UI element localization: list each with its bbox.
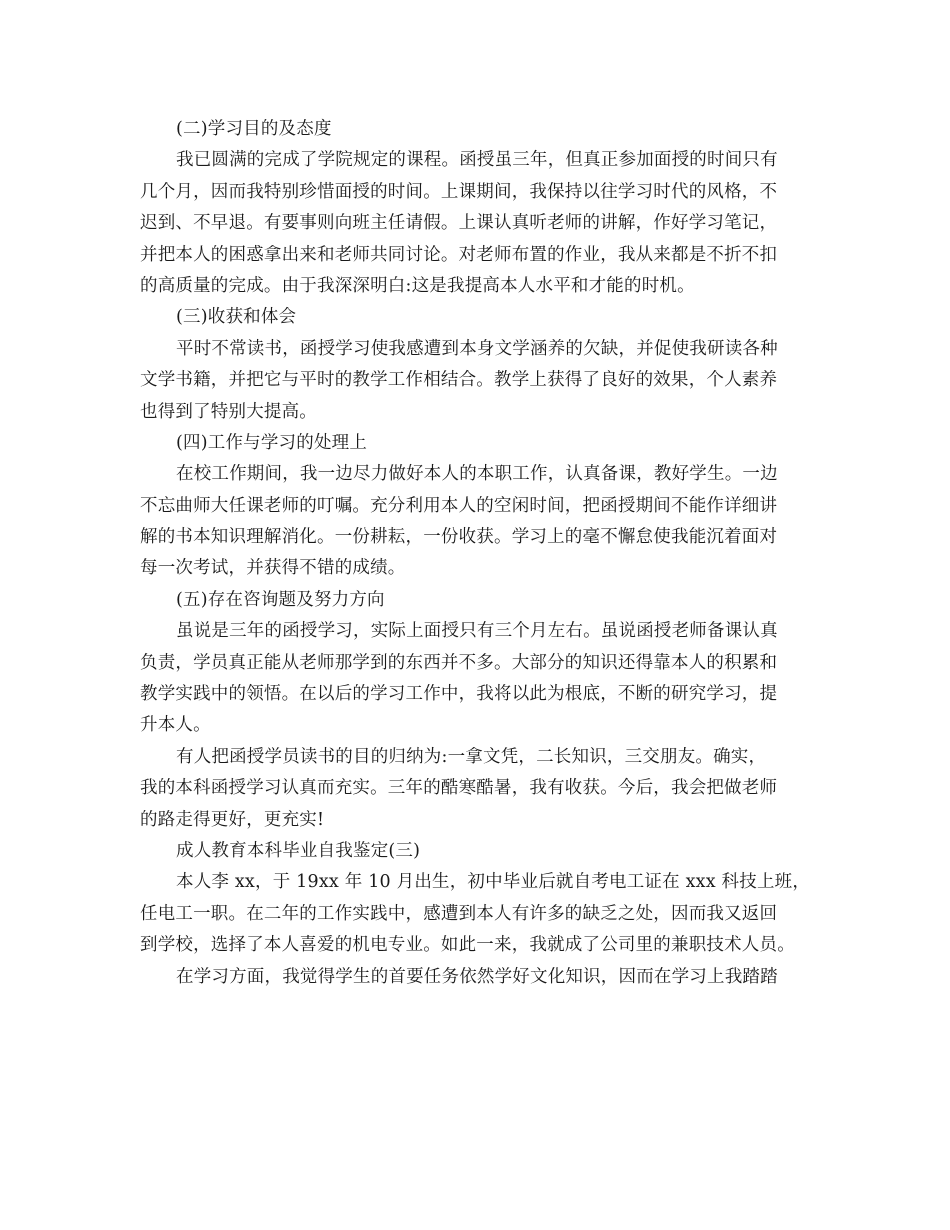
- text-line: 升本人。: [140, 715, 211, 736]
- text-line: 任电工一职。在二年的工作实践中，感遭到本人有许多的缺乏之处，因而我又返回: [140, 903, 778, 924]
- text-line: 有人把函授学员读书的目的归纳为:一拿文凭，二长知识，三交朋友。确实，: [176, 746, 767, 767]
- text-line: 在学习方面，我觉得学生的首要任务依然学好文化知识，因而在学习上我踏踏: [176, 966, 778, 987]
- text-line: 几个月，因而我特别珍惜面授的时间。上课期间，我保持以往学习时代的风格，不: [140, 181, 778, 202]
- text-line: (五)存在咨询题及努力方向: [176, 589, 385, 610]
- text-line: 文学书籍，并把它与平时的教学工作相结合。教学上获得了良好的效果，个人素养: [140, 370, 778, 391]
- text-line: 的高质量的完成。由于我深深明白:这是我提高本人水平和才能的时机。: [140, 275, 695, 296]
- text-line: 也得到了特别大提高。: [140, 401, 317, 422]
- text-line: 本人李 xx，于 19xx 年 10 月出生，初中毕业后就自考电工证在 xxx 科技上班，: [176, 872, 811, 893]
- text-line: 迟到、不早退。有要事则向班主任请假。上课认真听老师的讲解，作好学习笔记，: [140, 213, 778, 234]
- text-line: 不忘曲师大任课老师的叮嘱。充分利用本人的空闲时间，把函授期间不能作详细讲: [140, 495, 778, 516]
- text-line: 的路走得更好，更充实!: [140, 809, 325, 830]
- text-line: 虽说是三年的函授学习，实际上面授只有三个月左右。虽说函授老师备课认真: [176, 621, 778, 642]
- text-line: 到学校，选择了本人喜爱的机电专业。如此一来，我就成了公司里的兼职技术人员。: [140, 935, 795, 956]
- text-line: 我已圆满的完成了学院规定的课程。函授虽三年，但真正参加面授的时间只有: [176, 150, 778, 171]
- text-line: 成人教育本科毕业自我鉴定(三): [176, 840, 421, 861]
- text-line: 每一次考试，并获得不错的成绩。: [140, 558, 406, 579]
- document-body: [140, 114, 830, 993]
- text-line: (二)学习目的及态度: [176, 119, 332, 139]
- text-line: 平时不常读书，函授学习使我感遭到本身文学涵养的欠缺，并促使我研读各种: [176, 338, 778, 359]
- text-line: (四)工作与学习的处理上: [176, 432, 368, 453]
- text-line: 负责，学员真正能从老师那学到的东西并不多。大部分的知识还得靠本人的积累和: [140, 652, 778, 673]
- text-line: 教学实践中的领悟。在以后的学习工作中，我将以此为根底，不断的研究学习，提: [140, 684, 778, 705]
- text-line: 解的书本知识理解消化。一份耕耘，一份收获。学习上的毫不懈怠使我能沉着面对: [140, 527, 778, 548]
- text-line: 并把本人的困惑拿出来和老师共同讨论。对老师布置的作业，我从来都是不折不扣: [140, 244, 778, 265]
- text-line: 在校工作期间，我一边尽力做好本人的本职工作，认真备课，教好学生。一边: [176, 464, 778, 485]
- text-line: 我的本科函授学习认真而充实。三年的酷寒酷暑，我有收获。今后，我会把做老师: [140, 778, 778, 799]
- text-line: (三)收获和体会: [176, 307, 297, 328]
